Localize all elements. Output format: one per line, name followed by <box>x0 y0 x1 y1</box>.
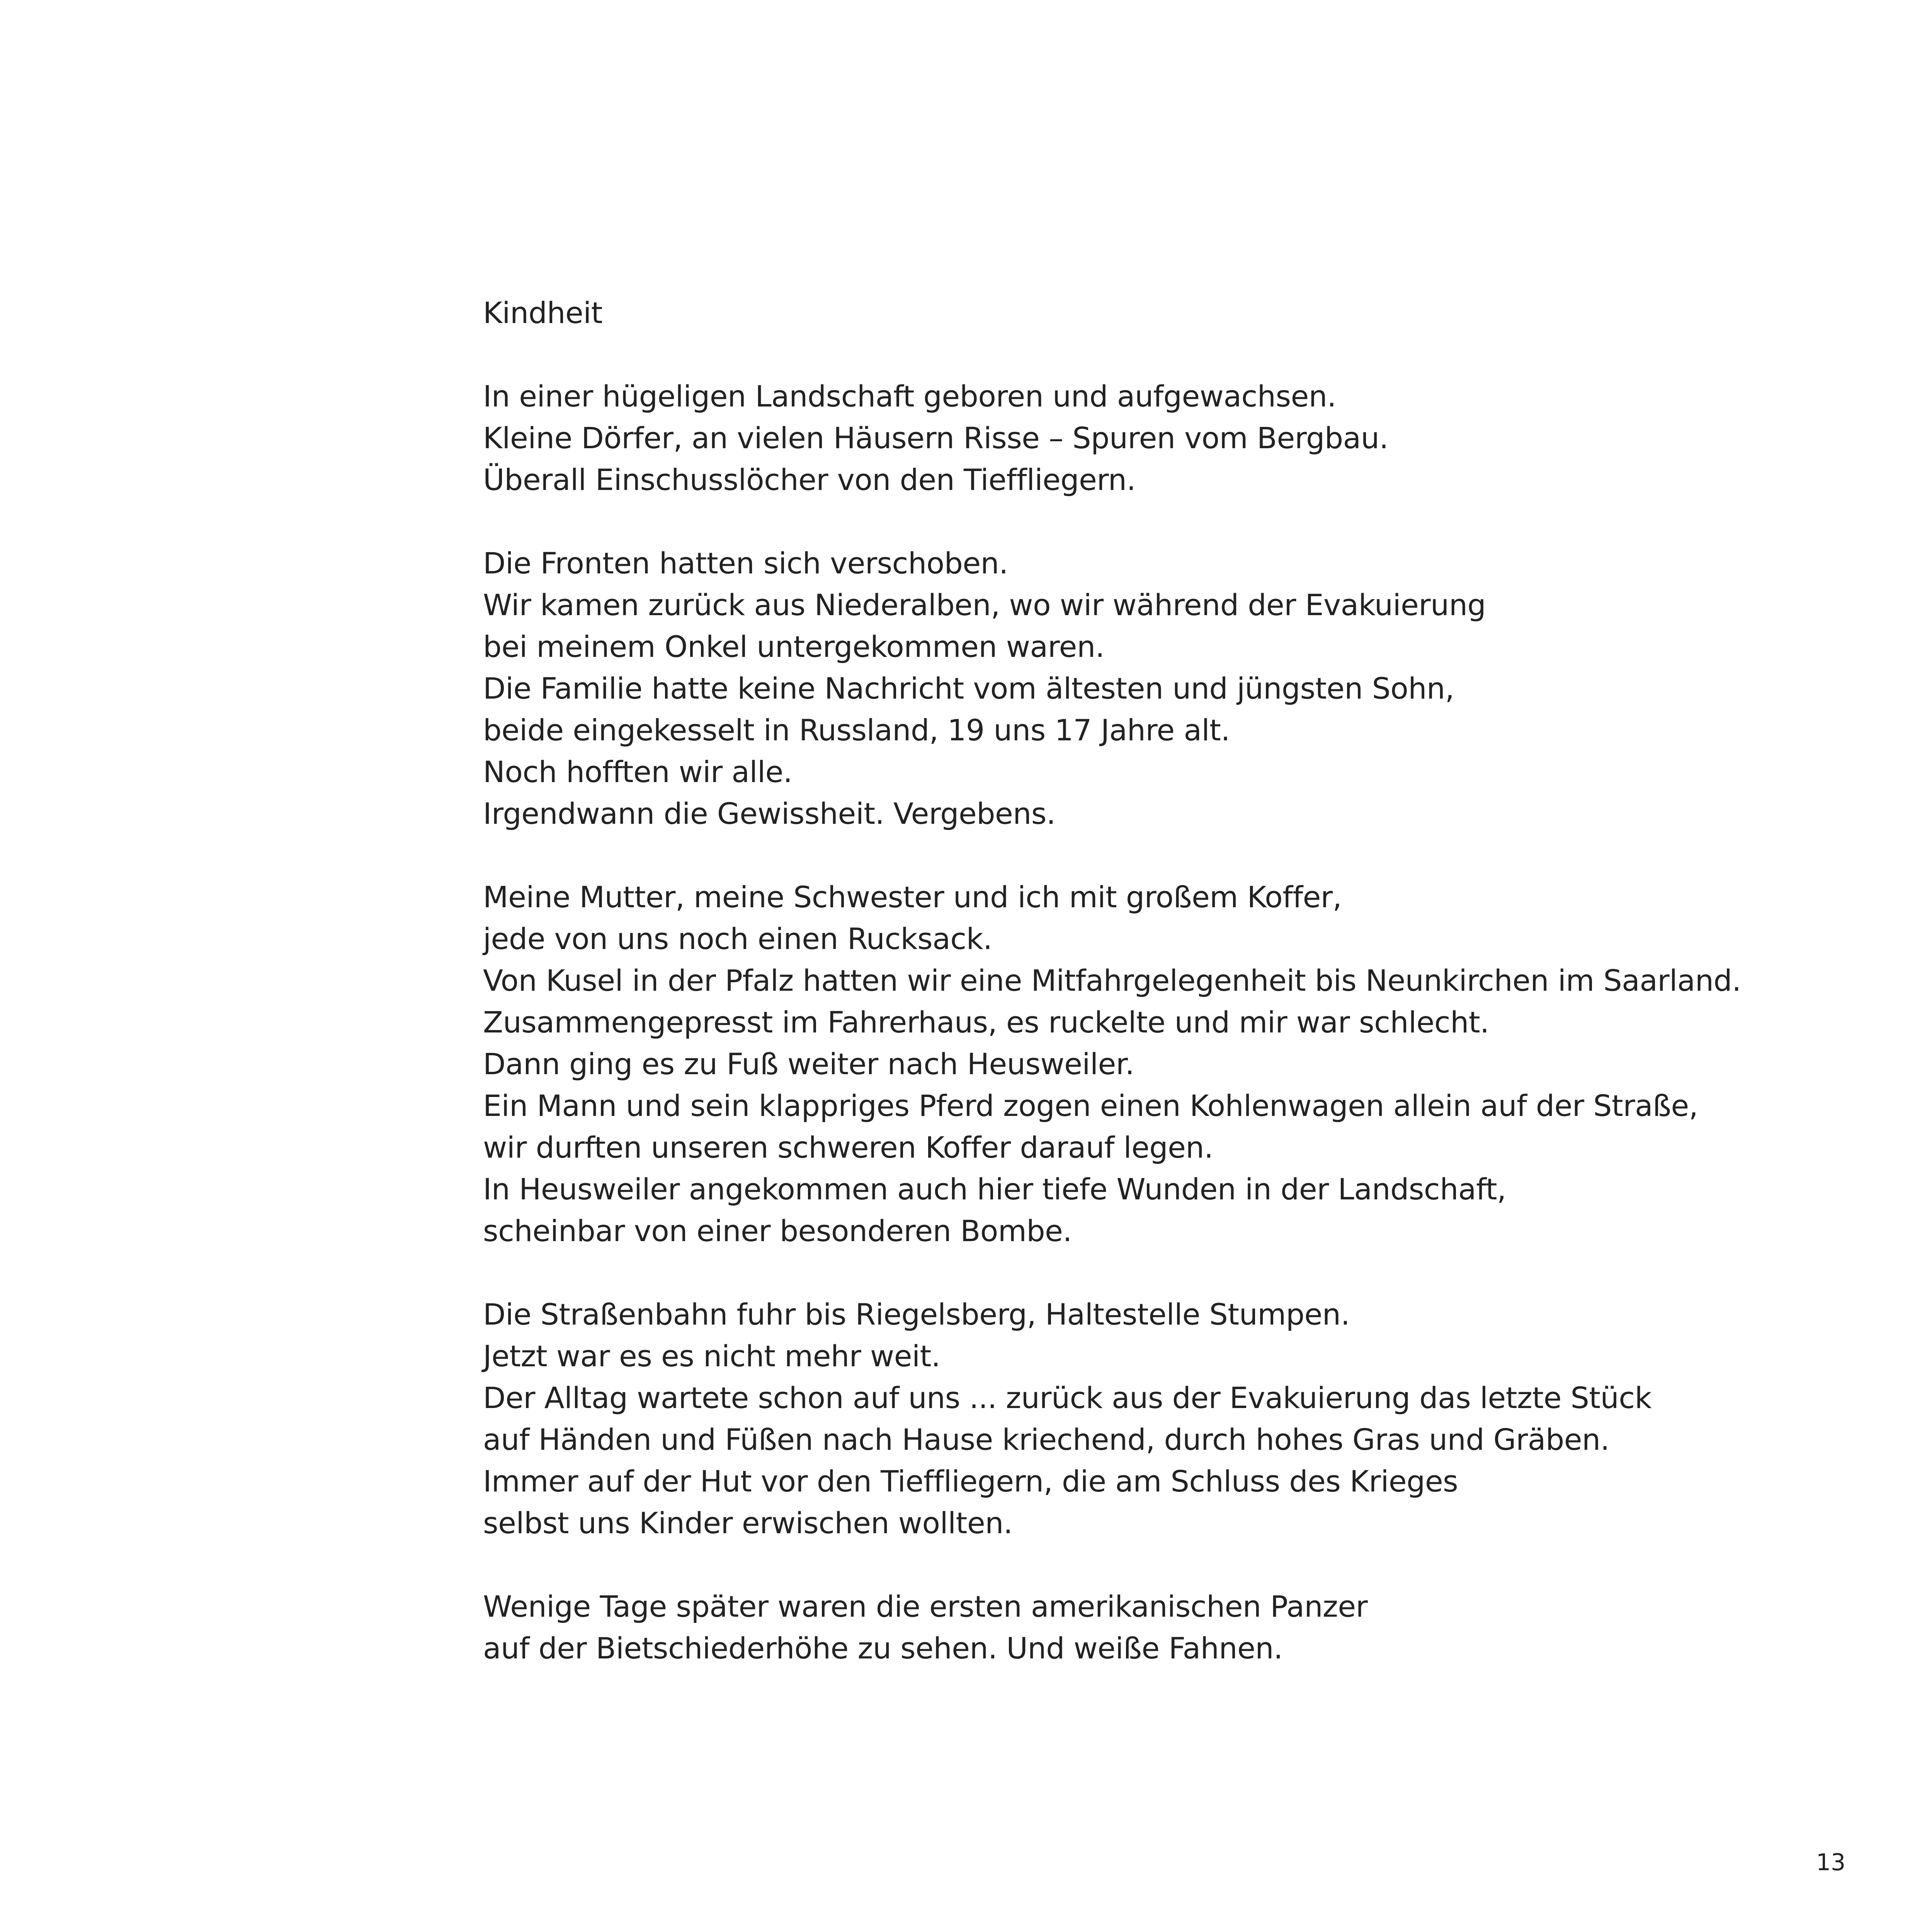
poem-line: Noch hofften wir alle. <box>483 755 793 789</box>
poem-line: selbst uns Kinder erwischen wollten. <box>483 1506 1013 1540</box>
poem-line: auf Händen und Füßen nach Hause kriechend, durch hohes Gras und Gräben. <box>483 1422 1610 1457</box>
poem-line: auf der Bietschiederhöhe zu sehen. Und weiße Fahnen. <box>483 1631 1283 1665</box>
poem-line: Dann ging es zu Fuß weiter nach Heusweiler. <box>483 1047 1134 1081</box>
poem-line: Von Kusel in der Pfalz hatten wir eine Mitfahrgelegenheit bis Neunkirchen im Saarland. <box>483 963 1741 998</box>
stanza-2 <box>483 543 1874 835</box>
poem-title: Kindheit <box>483 296 603 330</box>
poem-line: Irgendwann die Gewissheit. Vergebens. <box>483 796 1056 831</box>
poem-line: Jetzt war es es nicht mehr weit. <box>483 1339 940 1373</box>
page-number: 13 <box>1816 1849 1846 1876</box>
poem-line: Der Alltag wartete schon auf uns ... zurück aus der Evakuierung das letzte Stück <box>483 1381 1652 1415</box>
poem-line: Die Straßenbahn fuhr bis Riegelsberg, Haltestelle Stumpen. <box>483 1297 1350 1332</box>
poem-line: Wenige Tage später waren die ersten amerikanischen Panzer <box>483 1589 1368 1624</box>
poem-line: In Heusweiler angekommen auch hier tiefe Wunden in der Landschaft, <box>483 1172 1506 1206</box>
stanza-3 <box>483 876 1874 1252</box>
poem-line: beide eingekesselt in Russland, 19 uns 17 Jahre alt. <box>483 713 1230 747</box>
stanza-4 <box>483 1294 1874 1544</box>
poem-line: Immer auf der Hut vor den Tieffliegern, die am Schluss des Krieges <box>483 1464 1458 1498</box>
poem-line: Zusammengepresst im Fahrerhaus, es ruckelte und mir war schlecht. <box>483 1005 1489 1039</box>
poem-line: Die Fronten hatten sich verschoben. <box>483 546 1008 580</box>
poem-text-block <box>483 292 1874 1711</box>
poem-line: scheinbar von einer besonderen Bombe. <box>483 1214 1072 1248</box>
poem-line: jede von uns noch einen Rucksack. <box>483 922 992 956</box>
poem-line: bei meinem Onkel untergekommen waren. <box>483 629 1105 664</box>
poem-line: Wir kamen zurück aus Niederalben, wo wir während der Evakuierung <box>483 588 1486 622</box>
poem-line: Ein Mann und sein klappriges Pferd zogen einen Kohlenwagen allein auf der Straße, <box>483 1088 1698 1123</box>
stanza-5 <box>483 1586 1874 1669</box>
poem-line: In einer hügeligen Landschaft geboren und aufgewachsen. <box>483 379 1337 413</box>
poem-line: Kleine Dörfer, an vielen Häusern Risse – Spuren vom Bergbau. <box>483 421 1389 455</box>
stanza-1 <box>483 376 1874 501</box>
poem-line: Überall Einschusslöcher von den Tieffliegern. <box>483 463 1136 497</box>
poem-line: wir durften unseren schweren Koffer darauf legen. <box>483 1130 1213 1165</box>
poem-line: Meine Mutter, meine Schwester und ich mit großem Koffer, <box>483 880 1342 914</box>
poem-line: Die Familie hatte keine Nachricht vom ältesten und jüngsten Sohn, <box>483 671 1454 706</box>
